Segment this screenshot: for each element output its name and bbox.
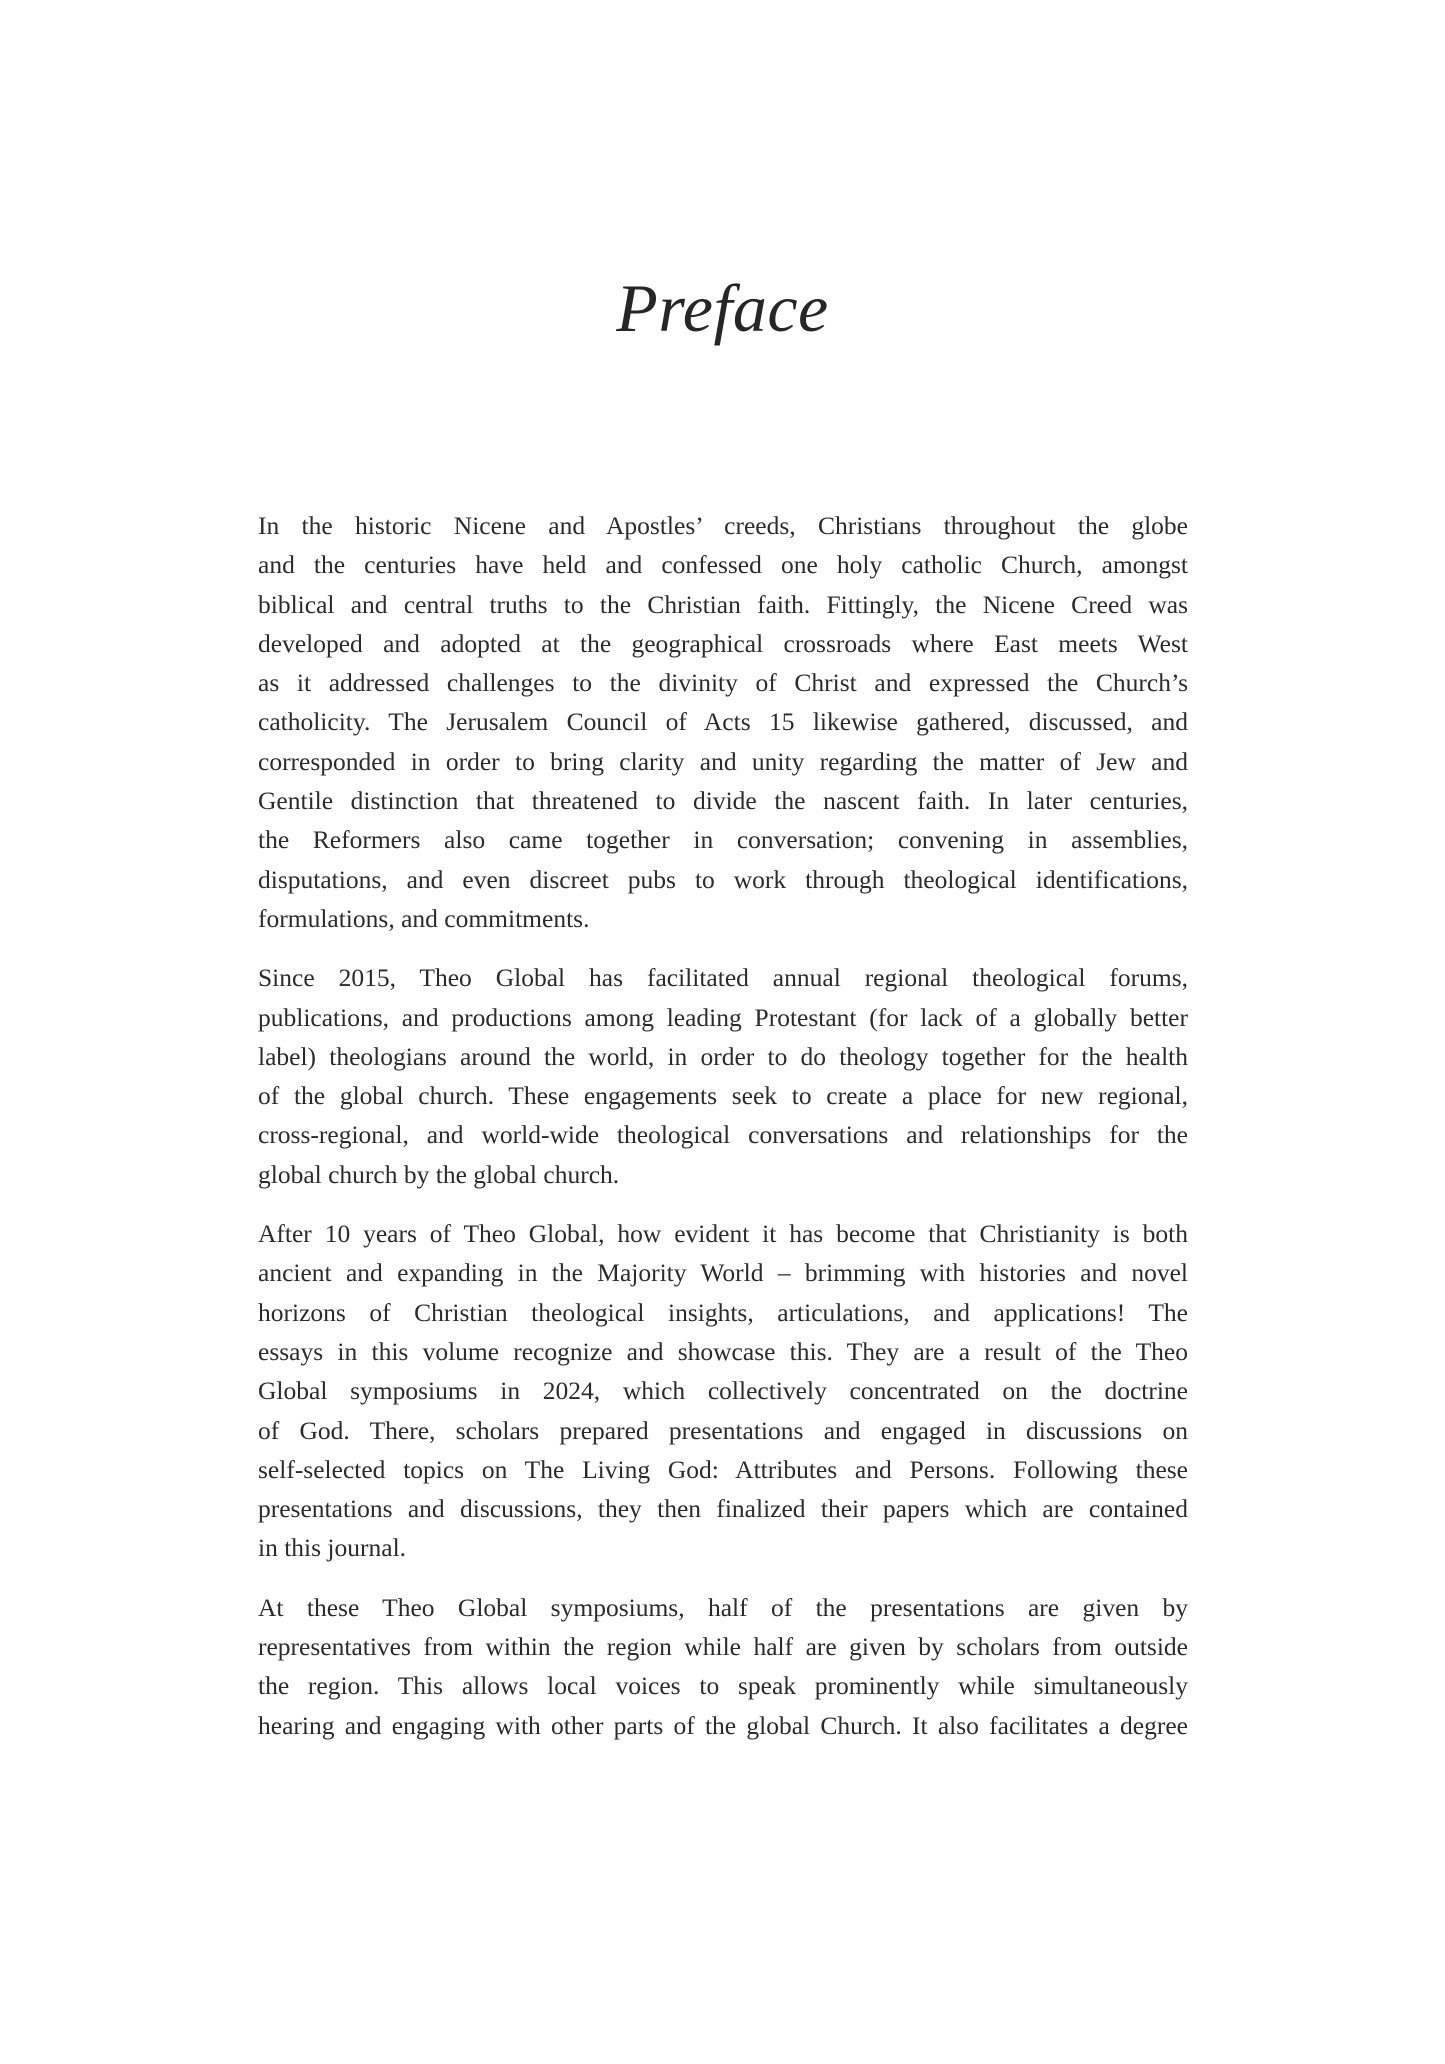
text-line: catholicity. The Jerusalem Council of Acts 15 likewise gathered, discussed, and [258, 707, 1188, 737]
text-line: and the centuries have held and confessed one holy catholic Church, amongst [258, 550, 1188, 580]
text-line: the Reformers also came together in conversation; convening in assemblies, [258, 825, 1188, 855]
text-line: the region. This allows local voices to speak prominently while simultaneously [258, 1671, 1188, 1701]
text-line: horizons of Christian theological insights, articulations, and applications! The [258, 1297, 1188, 1327]
text-line: self-selected topics on The Living God: Attributes and Persons. Following these [258, 1454, 1188, 1484]
text-line: At these Theo Global symposiums, half of the presentations are given by [258, 1592, 1188, 1622]
text-line: developed and adopted at the geographical crossroads where East meets West [258, 628, 1188, 658]
text-line: formulations, and commitments. [258, 903, 590, 933]
text-line: Gentile distinction that threatened to divide the nascent faith. In later centuries, [258, 786, 1188, 816]
page-title: Preface [616, 270, 829, 346]
text-line: of God. There, scholars prepared presentations and engaged in discussions on [258, 1415, 1188, 1445]
text-line: presentations and discussions, they then finalized their papers which are contained [258, 1494, 1188, 1524]
text-line: hearing and engaging with other parts of the global Church. It also facilitates a degree [258, 1710, 1188, 1740]
text-line: In the historic Nicene and Apostles’ creeds, Christians throughout the globe [258, 511, 1188, 540]
text-line: label) theologians around the world, in order to do theology together for the health [258, 1041, 1188, 1071]
paragraph-ten-years [258, 1214, 1188, 1568]
body-text [258, 506, 1188, 1765]
text-line: After 10 years of Theo Global, how evident it has become that Christianity is both [258, 1219, 1188, 1249]
text-line: Since 2015, Theo Global has facilitated annual regional theological forums, [258, 963, 1188, 993]
text-line: biblical and central truths to the Christian faith. Fittingly, the Nicene Creed was [258, 589, 1188, 619]
text-line: in this journal. [258, 1533, 407, 1563]
text-line: representatives from within the region while half are given by scholars from outside [258, 1632, 1188, 1662]
text-line: publications, and productions among leading Protestant (for lack of a globally better [258, 1002, 1188, 1032]
paragraph-symposiums [258, 1588, 1188, 1745]
text-line: disputations, and even discreet pubs to work through theological identifications, [258, 864, 1188, 894]
paragraph-theo-global-history [258, 958, 1188, 1194]
paragraph-creeds [258, 506, 1188, 938]
text-line: global church by the global church. [258, 1159, 620, 1189]
text-line: cross-regional, and world-wide theological conversations and relationships for the [258, 1120, 1188, 1150]
text-line: corresponded in order to bring clarity and unity regarding the matter of Jew and [258, 746, 1188, 776]
text-line: as it addressed challenges to the divinity of Christ and expressed the Church’s [258, 668, 1188, 698]
text-line: Global symposiums in 2024, which collectively concentrated on the doctrine [258, 1376, 1188, 1406]
text-line: of the global church. These engagements seek to create a place for new regional, [258, 1081, 1188, 1111]
text-line: ancient and expanding in the Majority World – brimming with histories and novel [258, 1258, 1188, 1288]
text-line: essays in this volume recognize and showcase this. They are a result of the Theo [258, 1336, 1188, 1366]
